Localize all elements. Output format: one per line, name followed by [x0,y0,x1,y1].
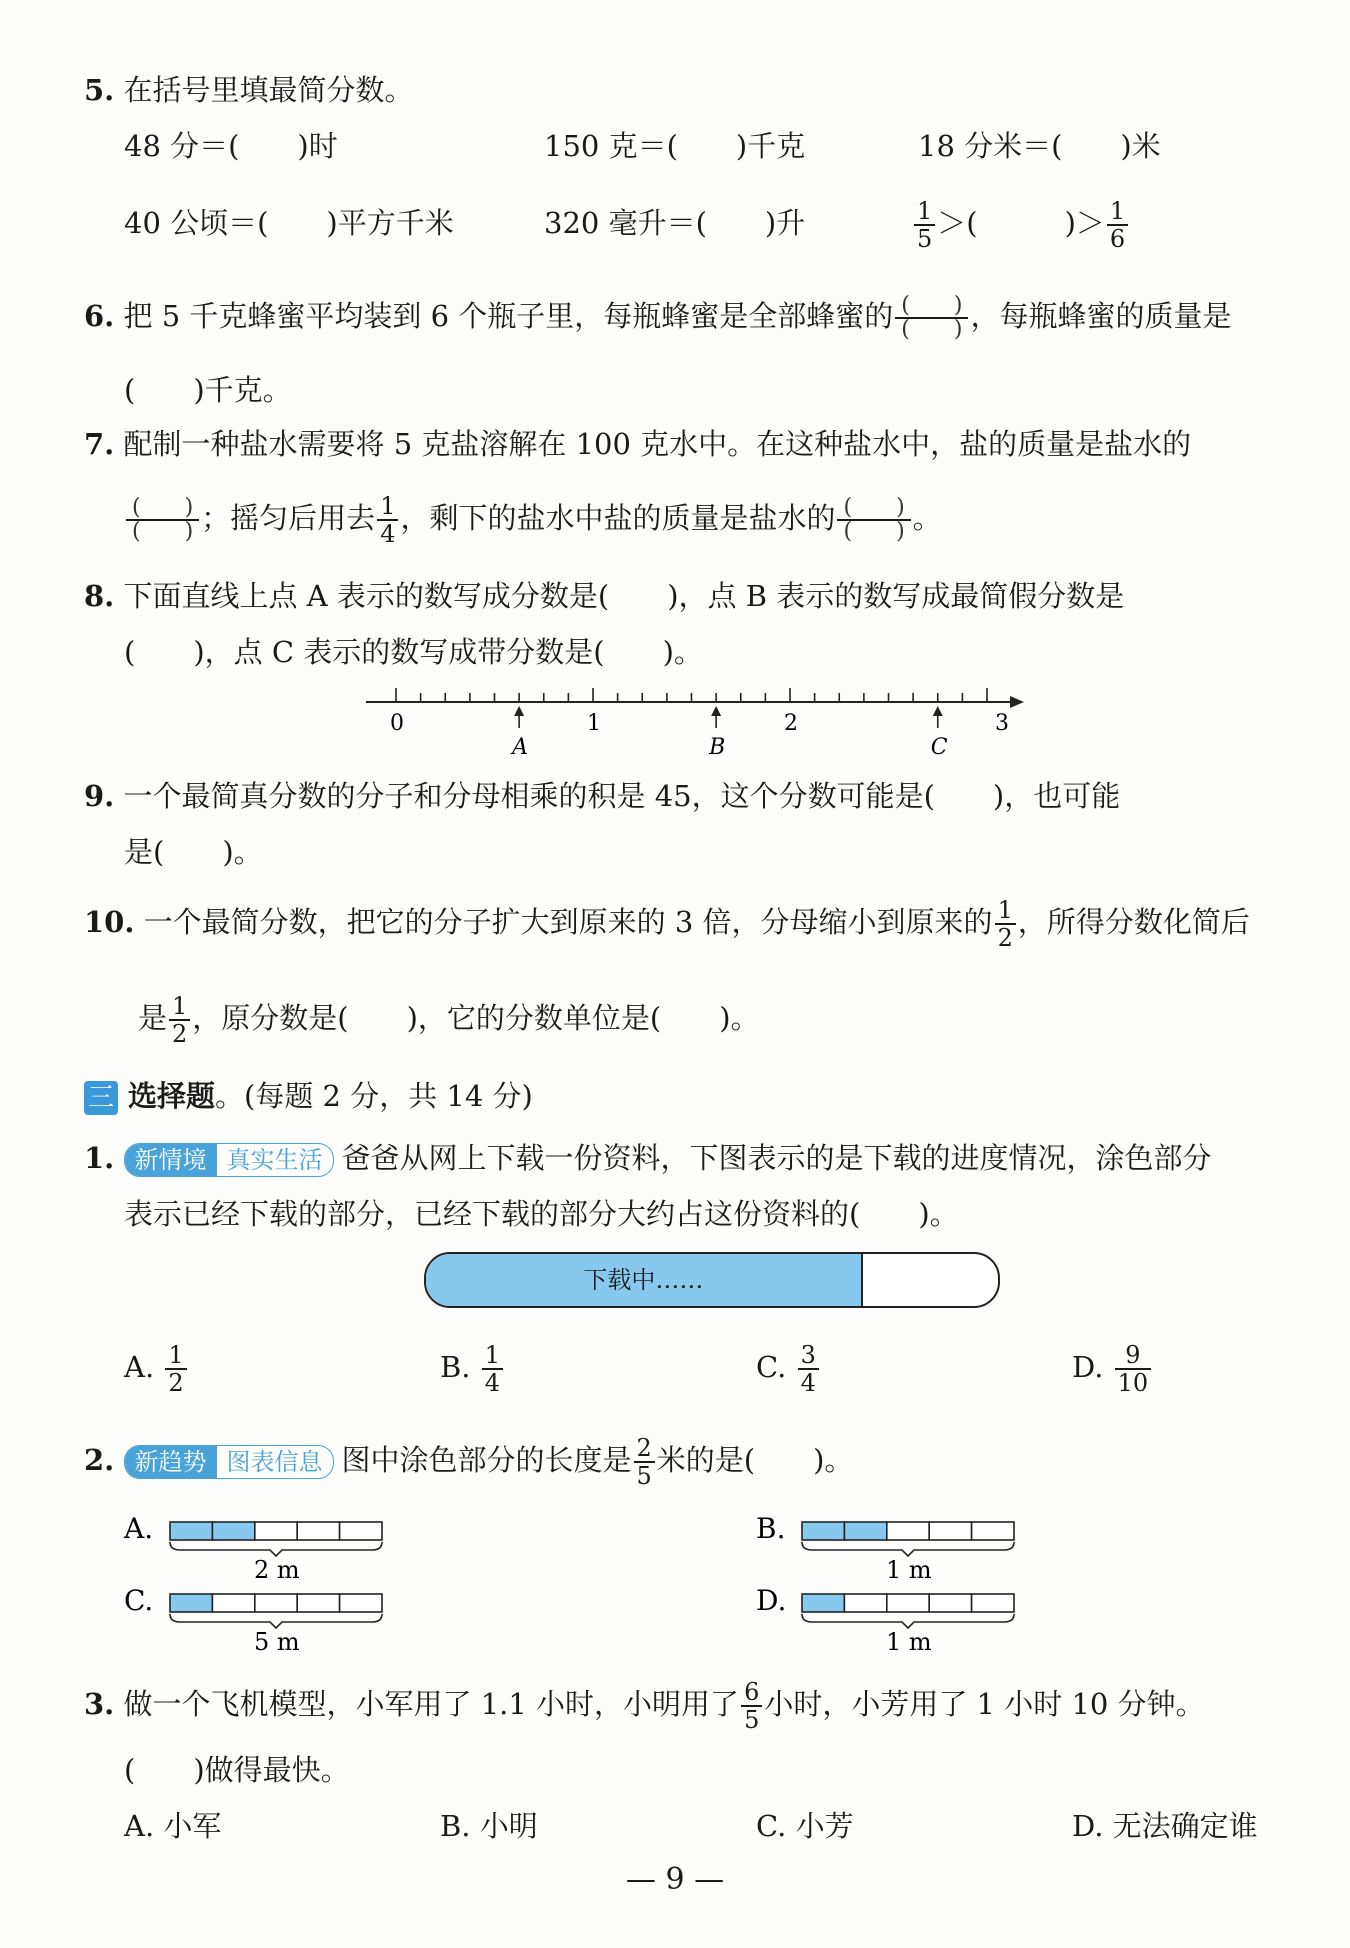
number-line [360,678,1040,758]
fraction: $\frac{6}{5}$ [741,1679,762,1733]
bar-segment [972,1594,1014,1612]
c2-options-graphic [0,1500,1350,1660]
q7-line2: $\frac{( )}{( )}$ ；摇匀后用去 $\frac{1}{4}$ ，剩下的盐水中盐的质量是盐水的 $\frac{( )}{( )}$ 。 [124,486,942,550]
q10-line2: 是 $\frac{1}{2}$ ，原分数是( )，它的分数单位是( )。 [138,992,760,1048]
bar-segment [844,1594,886,1612]
c1-line2: 表示已经下载的部分，已经下载的部分大约占这份资料的( )。 [124,1197,959,1231]
c2-option-label: A. [124,1512,154,1545]
point-label: B [709,735,726,758]
bar-segment [340,1594,382,1612]
q6-line1: 6. 把 5 千克蜂蜜平均装到 6 个瓶子里，每瓶蜂蜜是全部蜂蜜的 $\frac{( )}{( )}$ ，每瓶蜂蜜的质量是 [84,293,1232,342]
c1-option-d[interactable]: D. $\frac{9}{10}$ [1072,1332,1153,1402]
bar-segment [170,1522,212,1540]
q5-title [84,70,414,110]
c3-line2: ( )做得最快。 [124,1753,350,1787]
bar-segment [844,1522,886,1540]
bar-segment [802,1522,844,1540]
c3-option-c[interactable]: C. 小芳 [756,1809,854,1843]
fraction: $\frac{2}{5}$ [634,1435,655,1489]
fraction: $\frac{1}{5}$ [914,198,935,252]
point-arrowhead [933,706,943,716]
c1-option-b[interactable]: B. $\frac{1}{4}$ [440,1332,505,1402]
length-label: 1 m [886,1556,932,1584]
q10-line1: 10. 一个最简分数，把它的分子扩大到原来的 3 倍，分母缩小到原来的 $\frac{1}{2}$ ，所得分数化简后 [84,896,1250,952]
q8-line2: ( )，点 C 表示的数写成带分数是( )。 [124,635,703,669]
bar-segment [340,1522,382,1540]
trend-tag: 新趋势 图表信息 [124,1445,334,1479]
fraction: $\frac{1}{2}$ [169,993,190,1047]
c3-option-b[interactable]: B. 小明 [440,1809,538,1843]
c3-option-a[interactable]: A. 小军 [124,1809,222,1843]
scenario-tag: 新情境 真实生活 [124,1143,334,1177]
section-header [84,1076,533,1116]
fraction: $\frac{1}{2}$ [995,897,1016,951]
progress-label: 下载中…… [583,1266,704,1294]
c2-option-label: C. [124,1584,154,1617]
c2-option-label: D. [756,1584,787,1617]
section-title: 选择题 [128,1079,216,1113]
blank-fraction[interactable]: $\frac{( )}{( )}$ [837,497,910,543]
point-label: A [512,735,529,758]
q9-line2: 是( )。 [124,835,263,869]
brace [802,1542,1014,1556]
bar-segment [170,1594,212,1612]
point-arrowhead [514,706,524,716]
q9-line1: 9. 一个最简真分数的分子和分母相乘的积是 45，这个分数可能是( )，也可能 [84,779,1121,813]
q5-text: 在括号里填最简分数。 [123,73,414,107]
section-note: 。(每题 2 分，共 14 分) [215,1079,533,1113]
length-label: 1 m [886,1628,932,1656]
q5-item: 48 分＝( )时 [124,129,338,163]
brace [170,1614,382,1628]
blank-fraction[interactable]: $\frac{( )}{( )}$ [126,497,199,543]
bar-segment [255,1594,297,1612]
q5-number: 5. [84,73,115,107]
section-icon: 三 [84,1081,118,1115]
c1-option-a[interactable]: A. $\frac{1}{2}$ [124,1332,189,1402]
bar-segment [212,1522,254,1540]
point-label: C [930,735,948,758]
bar-segment [929,1594,971,1612]
bar-segment [887,1594,929,1612]
axis-tick-label: 0 [390,711,404,736]
c1-line1: 1. 新情境 真实生活 爸爸从网上下载一份资料，下图表示的是下载的进度情况，涂色部分 [84,1141,1212,1175]
page-number: — 9 — [625,1862,725,1897]
q7-line1: 7. 配制一种盐水需要将 5 克盐溶解在 100 克水中。在这种盐水中，盐的质量是盐水的 [84,427,1192,461]
axis-tick-label: 1 [587,711,601,736]
bar-segment [887,1522,929,1540]
bar-segment [297,1594,339,1612]
bar-segment [255,1522,297,1540]
q8-line1: 8. 下面直线上点 A 表示的数写成分数是( )，点 B 表示的数写成最简假分数是 [84,579,1125,613]
q5-item: 40 公顷＝( )平方千米 [124,206,454,240]
axis-tick-label: 3 [995,711,1009,736]
bar-segment [929,1522,971,1540]
fraction: $\frac{1}{6}$ [1107,198,1128,252]
length-label: 2 m [254,1556,300,1584]
brace [170,1542,382,1556]
q5-inequality: $\frac{1}{5}$ ＞( )＞ $\frac{1}{6}$ [912,186,1130,260]
c3-line1: 3. 做一个飞机模型，小军用了 1.1 小时，小明用了 $\frac{6}{5}$ 小时，小芳用了 1 小时 10 分钟。 [84,1678,1205,1734]
axis-arrow [1010,696,1024,708]
brace [802,1614,1014,1628]
bar-segment [297,1522,339,1540]
q5-item: 18 分米＝( )米 [918,129,1161,163]
download-progress-bar [424,1252,1000,1308]
c2-line1: 2. 新趋势 图表信息 图中涂色部分的长度是 $\frac{2}{5}$ 米的是( )。 [84,1434,854,1490]
fraction: $\frac{1}{4}$ [377,493,398,547]
q5-item: 150 克＝( )千克 [544,129,806,163]
bar-segment [972,1522,1014,1540]
bar-segment [212,1594,254,1612]
bar-segment [802,1594,844,1612]
q6-line2: ( )千克。 [124,373,292,407]
c2-option-label: B. [756,1512,786,1545]
c1-option-c[interactable]: C. $\frac{3}{4}$ [756,1332,821,1402]
length-label: 5 m [254,1628,300,1656]
point-arrowhead [711,706,721,716]
blank-fraction[interactable]: $\frac{( )}{( )}$ [895,295,968,341]
q5-item: 320 毫升＝( )升 [544,206,806,240]
axis-tick-label: 2 [784,711,798,736]
c3-option-d[interactable]: D. 无法确定谁 [1072,1809,1258,1843]
